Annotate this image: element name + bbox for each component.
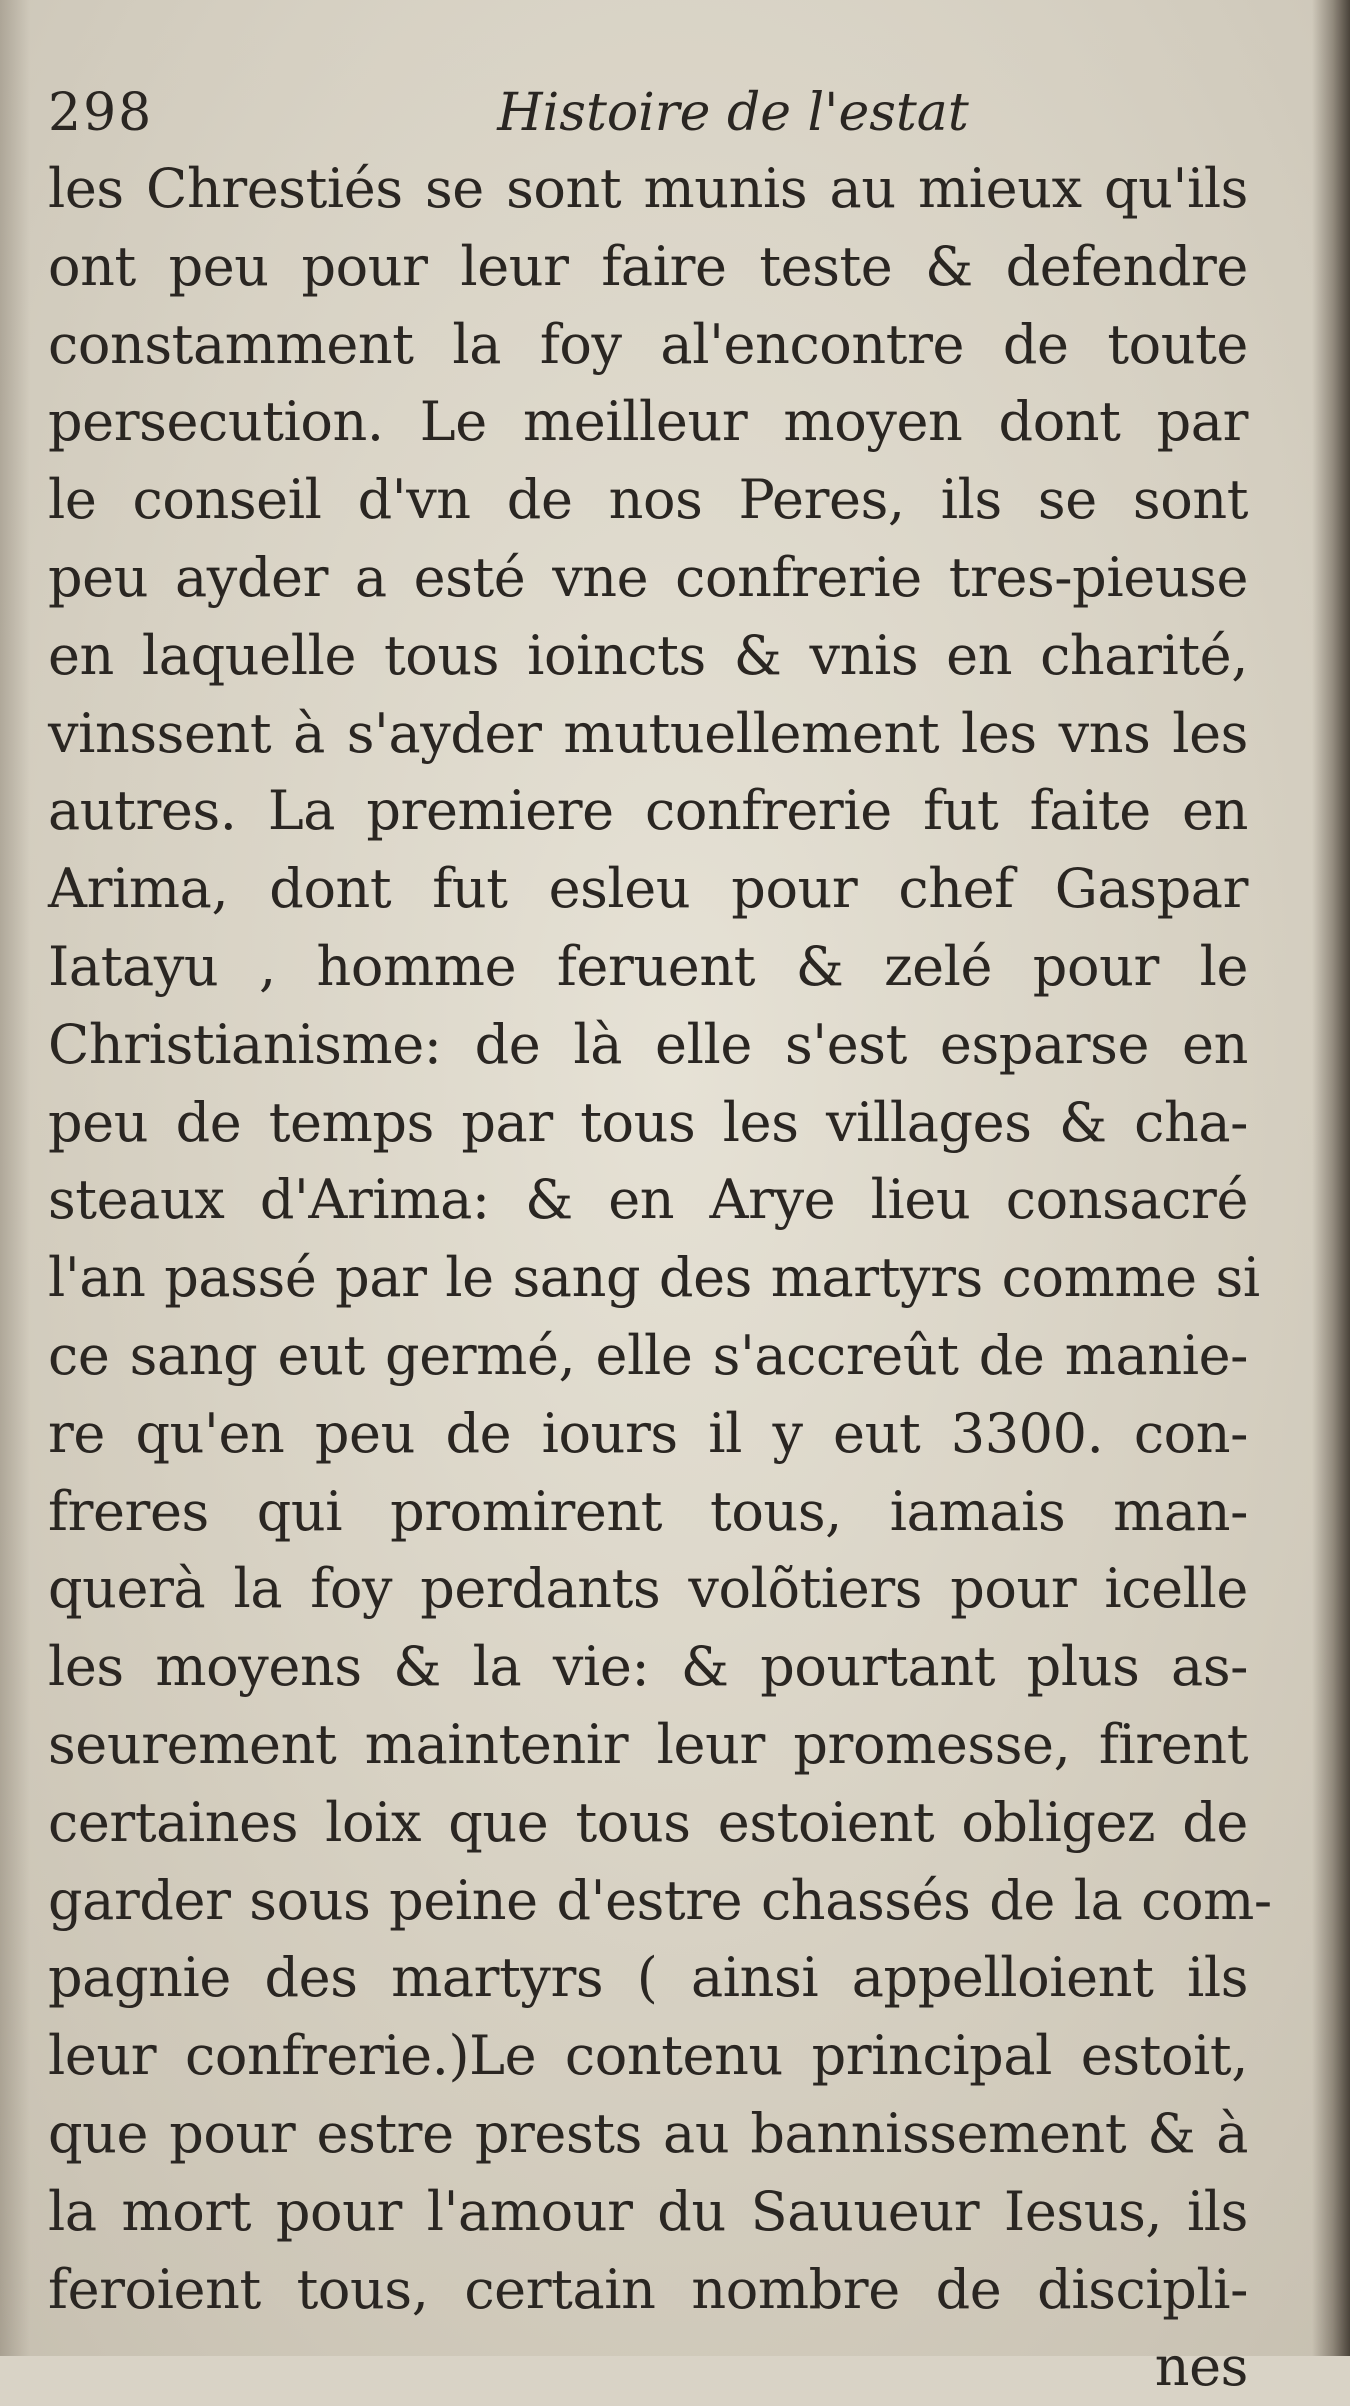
text-line: freres qui promirent tous, iamais man- [48, 1479, 1248, 1543]
text-line: garder sous peine d'estre chassés de la com- [48, 1868, 1272, 1932]
body-text [48, 150, 1272, 2406]
text-line: re qu'en peu de iours il y eut 3300. con- [48, 1401, 1248, 1465]
running-title: Histoire de l'estat [497, 83, 969, 143]
text-line: pagnie des martyrs ( ainsi appelloient ils [48, 1946, 1248, 2010]
text-line: autres. La premiere confrerie fut faite en [48, 779, 1248, 843]
text-line: certaines loix que tous estoient obligez de [48, 1790, 1248, 1854]
page-number: 298 [48, 83, 154, 143]
text-line: Iatayu , homme feruent & zelé pour le [48, 934, 1248, 998]
text-line: querà la foy perdants volõtiers pour icelle [48, 1557, 1248, 1621]
binding-edge [1312, 0, 1350, 2356]
text-line: ce sang eut germé, elle s'accreût de manie- [48, 1323, 1248, 1387]
text-line: seurement maintenir leur promesse, firent [48, 1712, 1248, 1776]
text-line: les moyens & la vie: & pourtant plus as- [48, 1635, 1248, 1699]
text-line: leur confrerie.)Le contenu principal estoit, [48, 2024, 1248, 2088]
text-line: en laquelle tous ioincts & vnis en charité, [48, 623, 1248, 687]
text-line: persecution. Le meilleur moyen dont par [48, 390, 1248, 454]
text-line: peu de temps par tous les villages & cha- [48, 1090, 1248, 1154]
text-line: les Chrestiés se sont munis au mieux qu'ils [48, 157, 1248, 220]
text-line: que pour estre prests au bannissement & à [48, 2101, 1248, 2165]
text-line: Christianisme: de là elle s'est esparse en [48, 1012, 1248, 1076]
text-line: l'an passé par le sang des martyrs comme si [48, 1246, 1260, 1310]
running-head [48, 78, 1258, 148]
text-line: vinssent à s'ayder mutuellement les vns les [48, 701, 1248, 765]
catchword: nes [1154, 2335, 1248, 2399]
text-line: ont peu pour leur faire teste & defendre [48, 234, 1248, 298]
page-gutter-shadow [0, 0, 30, 2356]
text-line: Arima, dont fut esleu pour chef Gaspar [48, 857, 1248, 921]
text-line: steaux d'Arima: & en Arye lieu consacré [48, 1168, 1248, 1232]
text-line: la mort pour l'amour du Sauueur Iesus, ils [48, 2179, 1248, 2243]
text-line: le conseil d'vn de nos Peres, ils se sont [48, 468, 1248, 532]
text-line: feroient tous, certain nombre de discipli- [48, 2257, 1248, 2321]
text-line: constamment la foy al'encontre de toute [48, 312, 1248, 376]
text-line: peu ayder a esté vne confrerie tres-pieuse [48, 545, 1248, 609]
